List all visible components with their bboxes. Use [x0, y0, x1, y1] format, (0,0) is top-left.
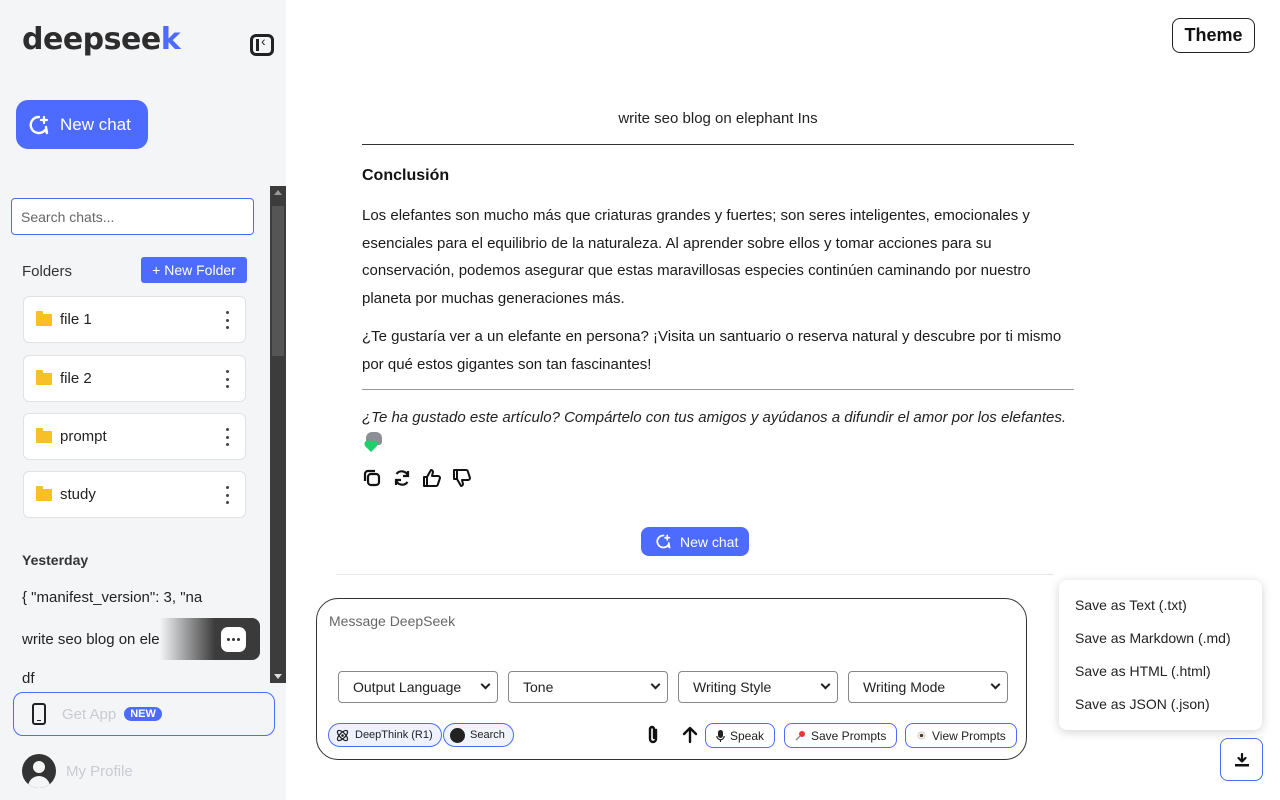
green-heart-icon [363, 438, 379, 454]
save-as-text-item[interactable]: Save as Text (.txt) [1075, 597, 1187, 613]
writing-style-select[interactable] [678, 671, 838, 703]
save-as-markdown-item[interactable]: Save as Markdown (.md) [1075, 630, 1231, 646]
globe-icon [450, 728, 465, 743]
response-heading: Conclusión [362, 167, 450, 184]
folder-item[interactable] [23, 413, 246, 460]
response-closing [362, 408, 1074, 448]
save-as-html-item[interactable]: Save as HTML (.html) [1075, 663, 1211, 679]
avatar-icon [22, 754, 56, 788]
message-input[interactable] [329, 613, 1009, 653]
chevron-down-icon [991, 680, 1001, 690]
folders-heading: Folders [22, 263, 73, 280]
folder-icon [36, 489, 52, 501]
new-chat-label: New chat [680, 533, 739, 550]
user-prompt: write seo blog on elephant Ins [618, 110, 818, 127]
new-folder-button[interactable]: + New Folder [141, 257, 247, 283]
microphone-icon [716, 730, 725, 742]
new-chat-button[interactable] [16, 100, 148, 149]
message-composer [316, 598, 1027, 760]
chevron-down-icon [481, 680, 491, 690]
folder-menu-icon[interactable] [223, 370, 231, 388]
save-as-json-item[interactable]: Save as JSON (.json) [1075, 696, 1210, 712]
new-chat-inline-button[interactable] [641, 527, 749, 556]
new-chat-icon [655, 534, 672, 549]
select-value: Writing Style [693, 679, 772, 695]
response-paragraph: Los elefantes son mucho más que criaturas grandes y fuertes; son seres inteligentes, emocionales y esenciales para el equilibrio de la naturaleza. Al aprender sobre ellos y tomar acciones para su conservación, podemos asegurar que estas maravillosas especies continúen caminando por nuestro planeta por muchas generaciones más. [362, 207, 1031, 307]
collapse-sidebar-icon[interactable] [250, 34, 274, 56]
send-arrow-icon[interactable] [681, 726, 699, 744]
select-value: Writing Mode [863, 679, 946, 695]
speak-label: Speak [730, 728, 765, 743]
folder-menu-icon[interactable] [223, 486, 231, 504]
history-item[interactable]: { "manifest_version": 3, "na [22, 589, 203, 606]
sidebar [0, 0, 286, 800]
history-item[interactable]: write seo blog on ele [22, 631, 160, 648]
folder-name: file 2 [60, 370, 92, 387]
search-chats-input[interactable] [11, 198, 254, 235]
select-value: Tone [523, 679, 554, 695]
search-toggle[interactable] [443, 723, 514, 747]
folder-item[interactable] [23, 296, 246, 343]
deepthink-label: DeepThink (R1) [355, 729, 433, 741]
save-prompts-label: Save Prompts [811, 728, 887, 743]
deepthink-toggle[interactable] [328, 723, 442, 747]
copy-icon[interactable] [362, 468, 382, 488]
chevron-down-icon [651, 680, 661, 690]
divider [362, 389, 1074, 390]
folder-icon [36, 431, 52, 443]
folder-icon [36, 373, 52, 385]
output-language-select[interactable] [338, 671, 498, 703]
select-value: Output Language [353, 679, 462, 695]
sidebar-scrollbar[interactable] [270, 186, 286, 683]
history-section-heading: Yesterday [22, 552, 89, 568]
folder-icon [36, 314, 52, 326]
logo-accent-letter: k [160, 22, 181, 57]
folder-menu-icon[interactable] [223, 311, 231, 329]
my-profile-button[interactable] [22, 754, 133, 788]
speak-button[interactable] [705, 723, 775, 748]
save-prompts-button[interactable] [784, 723, 897, 748]
profile-label: My Profile [66, 762, 133, 780]
response-paragraph: ¿Te gustaría ver a un elefante en persona? ¡Visita un santuario o reserva natural y descubre por ti mismo por qué estos gigantes son tan fascinantes! [362, 328, 1062, 373]
folder-name: file 1 [60, 311, 92, 328]
thumbs-down-icon[interactable] [452, 468, 472, 488]
divider [362, 144, 1074, 145]
search-label: Search [470, 729, 505, 741]
get-app-button[interactable] [13, 692, 275, 736]
theme-toggle-button[interactable]: Theme [1172, 18, 1255, 53]
logo-text: deepsee [22, 22, 161, 57]
view-prompts-label: View Prompts [932, 728, 1006, 743]
tone-select[interactable] [508, 671, 668, 703]
regenerate-icon[interactable] [392, 468, 412, 488]
deepseek-logo[interactable] [22, 22, 180, 57]
folder-item[interactable] [23, 355, 246, 402]
folder-item[interactable] [23, 471, 246, 518]
get-app-label: Get App [62, 705, 117, 723]
divider [336, 574, 1054, 575]
new-chat-icon [28, 115, 50, 135]
scrollbar-thumb[interactable] [272, 206, 284, 356]
view-prompts-button[interactable] [905, 723, 1017, 748]
closing-text: ¿Te ha gustado este artículo? Compártelo con tus amigos y ayúdanos a difundir el amor por los elefantes. [362, 409, 1067, 426]
folder-menu-icon[interactable] [223, 428, 231, 446]
eye-icon [916, 730, 927, 741]
history-item[interactable]: df [22, 670, 35, 683]
atom-icon [335, 728, 350, 743]
download-icon [1234, 753, 1250, 767]
scroll-up-icon[interactable] [274, 190, 282, 195]
writing-mode-select[interactable] [848, 671, 1008, 703]
response-actions [362, 468, 472, 488]
download-button[interactable] [1220, 738, 1263, 781]
attach-icon[interactable] [644, 725, 662, 745]
save-as-menu [1059, 580, 1262, 730]
new-chat-label: New chat [60, 114, 131, 134]
history-item-more-icon[interactable] [221, 627, 246, 652]
folder-name: prompt [60, 428, 107, 445]
scroll-down-icon[interactable] [274, 674, 282, 679]
pushpin-icon [795, 730, 806, 741]
chevron-down-icon [821, 680, 831, 690]
new-badge: NEW [124, 707, 162, 721]
thumbs-up-icon[interactable] [422, 468, 442, 488]
folder-name: study [60, 486, 96, 503]
phone-icon [32, 703, 46, 725]
